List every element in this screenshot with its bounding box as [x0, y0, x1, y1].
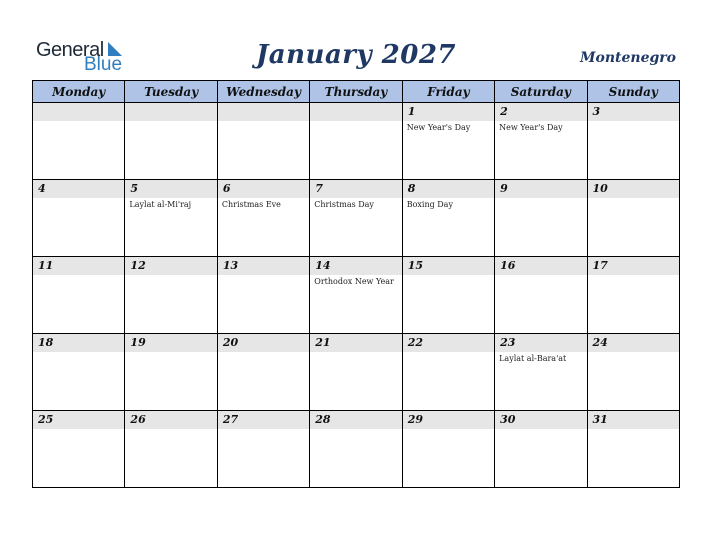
- day-number: 20: [218, 334, 309, 352]
- day-cell: [587, 180, 679, 257]
- holiday-label: [310, 121, 401, 123]
- day-number: 1: [403, 103, 494, 121]
- logo-blue-text: Blue: [84, 54, 123, 75]
- day-cell: [125, 257, 217, 334]
- country-label: Montenegro: [580, 50, 676, 66]
- day-number: 29: [403, 411, 494, 429]
- weekday-header: Wednesday: [217, 81, 309, 103]
- day-cell: [33, 103, 125, 180]
- day-number: 25: [33, 411, 124, 429]
- day-number: 22: [403, 334, 494, 352]
- holiday-label: Christmas Day: [314, 200, 374, 209]
- day-number: 9: [495, 180, 586, 198]
- day-cell: [495, 334, 587, 411]
- holiday-label: [495, 275, 586, 277]
- holiday-label: [125, 429, 216, 431]
- holiday-label: [403, 275, 494, 277]
- day-cell: [587, 103, 679, 180]
- holiday-label: [588, 275, 679, 277]
- weekday-header: Thursday: [310, 81, 402, 103]
- day-number: 7: [310, 180, 401, 198]
- day-cell: [587, 411, 679, 488]
- day-cell: [402, 257, 494, 334]
- week-row: [33, 103, 680, 180]
- weekday-header: Saturday: [495, 81, 587, 103]
- holiday-label: [33, 429, 124, 431]
- day-number: 6: [218, 180, 309, 198]
- day-cell: [33, 411, 125, 488]
- holiday-label: [33, 121, 124, 123]
- day-number: 2: [495, 103, 586, 121]
- day-cell: [310, 257, 402, 334]
- day-number: 14: [310, 257, 401, 275]
- holiday-label: [218, 352, 309, 354]
- holiday-label: [218, 275, 309, 277]
- day-number: 13: [218, 257, 309, 275]
- holiday-label: Laylat al-Mi'raj: [129, 200, 192, 209]
- day-number: [310, 103, 401, 121]
- day-cell: [33, 334, 125, 411]
- day-cell: [402, 411, 494, 488]
- calendar-title: January 2027: [255, 40, 457, 70]
- day-number: 27: [218, 411, 309, 429]
- day-number: 31: [588, 411, 679, 429]
- day-number: [218, 103, 309, 121]
- holiday-label: Christmas Eve: [221, 200, 281, 209]
- day-number: 11: [33, 257, 124, 275]
- day-cell: [125, 334, 217, 411]
- day-cell: [587, 334, 679, 411]
- week-row: [33, 257, 680, 334]
- week-row: [33, 180, 680, 257]
- holiday-label: [310, 352, 401, 354]
- day-cell: [310, 103, 402, 180]
- day-cell: [402, 334, 494, 411]
- week-row: [33, 411, 680, 488]
- day-cell: [217, 180, 309, 257]
- weekday-header: Monday: [33, 81, 125, 103]
- day-number: 10: [588, 180, 679, 198]
- holiday-label: [495, 429, 586, 431]
- holiday-label: [125, 275, 216, 277]
- day-number: 19: [125, 334, 216, 352]
- weekday-header-row: [33, 81, 680, 103]
- holiday-label: [403, 429, 494, 431]
- holiday-label: Laylat al-Bara'at: [499, 354, 567, 363]
- day-cell: [495, 257, 587, 334]
- day-number: 5: [125, 180, 216, 198]
- day-cell: [33, 180, 125, 257]
- day-cell: [125, 411, 217, 488]
- day-number: 30: [495, 411, 586, 429]
- day-number: 3: [588, 103, 679, 121]
- day-number: 21: [310, 334, 401, 352]
- day-cell: [217, 103, 309, 180]
- day-number: 24: [588, 334, 679, 352]
- holiday-label: [588, 198, 679, 200]
- day-cell: [33, 257, 125, 334]
- holiday-label: [588, 121, 679, 123]
- holiday-label: [403, 352, 494, 354]
- day-number: [33, 103, 124, 121]
- day-cell: [217, 411, 309, 488]
- week-row: [33, 334, 680, 411]
- day-number: 26: [125, 411, 216, 429]
- weekday-header: Friday: [402, 81, 494, 103]
- day-cell: [495, 411, 587, 488]
- day-cell: [310, 411, 402, 488]
- day-number: 15: [403, 257, 494, 275]
- holiday-label: [218, 429, 309, 431]
- day-number: 12: [125, 257, 216, 275]
- weekday-header: Tuesday: [125, 81, 217, 103]
- holiday-label: Boxing Day: [406, 200, 453, 209]
- holiday-label: [310, 429, 401, 431]
- holiday-label: [125, 352, 216, 354]
- holiday-label: [588, 429, 679, 431]
- day-cell: [495, 103, 587, 180]
- day-number: [125, 103, 216, 121]
- holiday-label: [33, 352, 124, 354]
- day-number: 8: [403, 180, 494, 198]
- holiday-label: [495, 198, 586, 200]
- day-cell: [217, 257, 309, 334]
- day-number: 17: [588, 257, 679, 275]
- holiday-label: New Year's Day: [406, 123, 471, 132]
- holiday-label: New Year's Day: [499, 123, 563, 132]
- day-number: 28: [310, 411, 401, 429]
- calendar-grid: [32, 80, 680, 488]
- day-cell: [402, 180, 494, 257]
- day-number: 18: [33, 334, 124, 352]
- holiday-label: [588, 352, 679, 354]
- holiday-label: [33, 198, 124, 200]
- holiday-label: [33, 275, 124, 277]
- holiday-label: [125, 121, 216, 123]
- holiday-label: Orthodox New Year: [314, 277, 394, 286]
- day-cell: [217, 334, 309, 411]
- day-number: 16: [495, 257, 586, 275]
- day-cell: [587, 257, 679, 334]
- day-cell: [125, 103, 217, 180]
- day-cell: [310, 334, 402, 411]
- day-cell: [495, 180, 587, 257]
- day-cell: [402, 103, 494, 180]
- logo-general-text: General: [36, 39, 104, 61]
- weekday-header: Sunday: [587, 81, 679, 103]
- day-number: 23: [495, 334, 586, 352]
- holiday-label: [218, 121, 309, 123]
- day-cell: [125, 180, 217, 257]
- day-number: 4: [33, 180, 124, 198]
- day-cell: [310, 180, 402, 257]
